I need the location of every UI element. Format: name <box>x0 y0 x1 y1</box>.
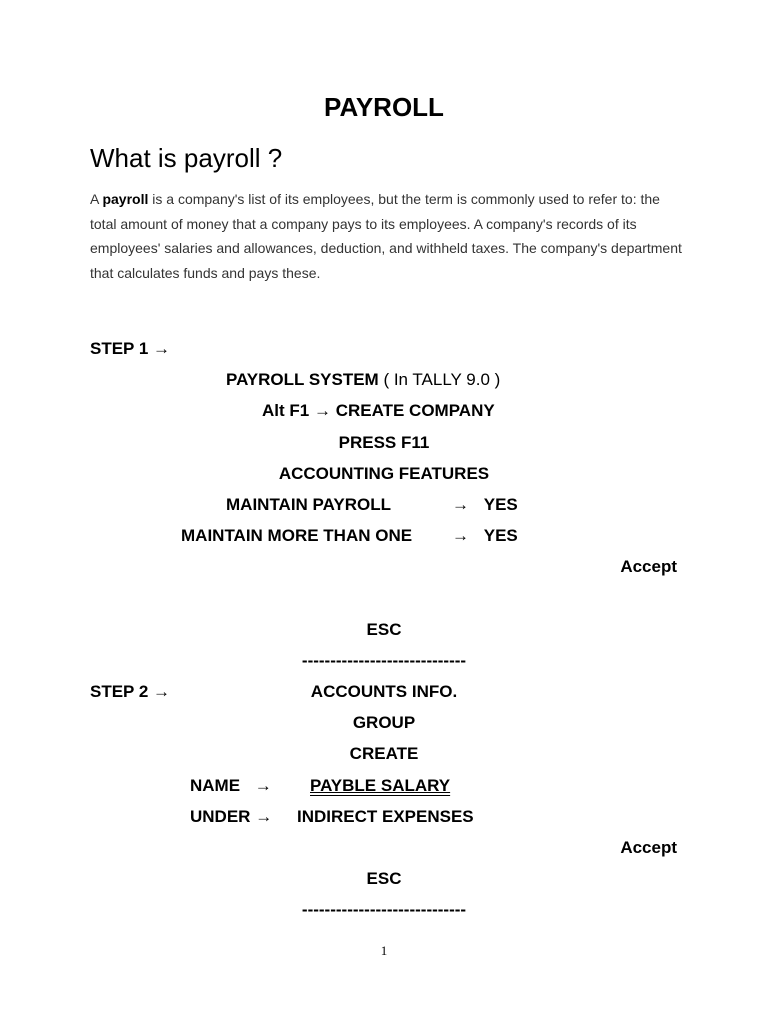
step1-accept: Accept <box>620 557 677 576</box>
step2-divider: ----------------------------- <box>301 900 467 919</box>
section-heading: What is payroll ? <box>90 143 283 173</box>
name-value: PAYBLE SALARY <box>310 776 451 795</box>
step1-label: STEP 1 <box>90 339 149 358</box>
arrow-icon: → <box>452 495 469 514</box>
create-company-line <box>262 401 495 421</box>
step1-divider: ----------------------------- <box>301 651 467 670</box>
arrow-icon: → <box>153 682 171 701</box>
step2-label: STEP 2 <box>90 682 149 701</box>
payroll-system-line <box>226 370 500 390</box>
arrow-icon: → <box>255 807 273 826</box>
arrow-icon: → <box>254 776 272 795</box>
alt-f1-key: Alt F1 <box>262 401 310 420</box>
create-company-text: CREATE COMPANY <box>335 401 495 420</box>
group-line: GROUP <box>352 713 416 732</box>
maintain-payroll-value: YES <box>483 495 518 514</box>
arrow-icon: → <box>452 526 469 545</box>
step2-esc: ESC <box>366 869 402 888</box>
maintain-payroll-label: MAINTAIN PAYROLL <box>226 495 391 514</box>
arrow-icon: → <box>153 339 171 358</box>
paragraph-body: is a company's list of its employees, but the term is commonly used to refer to: the total amount of money that a company pays to its employees. A company's records of its employees' salaries and allowances, deduction, and withheld taxes. The company's department that calculates funds and pays these. <box>90 191 682 281</box>
under-label: UNDER <box>190 807 251 826</box>
document-title: PAYROLL <box>324 92 444 122</box>
name-label-row <box>190 776 272 796</box>
maintain-more-value-row <box>452 526 518 546</box>
payroll-system-label: PAYROLL SYSTEM <box>226 370 379 389</box>
name-label: NAME <box>190 776 241 795</box>
step1-esc: ESC <box>366 620 402 639</box>
accounting-features-line: ACCOUNTING FEATURES <box>278 464 490 483</box>
step1-label-row <box>90 339 170 359</box>
under-label-row <box>190 807 272 827</box>
maintain-payroll-value-row <box>452 495 518 515</box>
under-value: INDIRECT EXPENSES <box>297 807 474 826</box>
definition-paragraph <box>90 187 690 285</box>
paragraph-lead: A <box>90 191 103 207</box>
page-number: 1 <box>380 943 388 958</box>
paragraph-term: payroll <box>102 191 149 207</box>
accounts-info-line: ACCOUNTS INFO. <box>310 682 458 701</box>
maintain-more-value: YES <box>483 526 518 545</box>
press-f11-line: PRESS F11 <box>338 433 430 452</box>
step2-accept: Accept <box>620 838 677 857</box>
tally-version: ( In TALLY 9.0 ) <box>378 370 501 389</box>
maintain-more-label: MAINTAIN MORE THAN ONE <box>181 526 413 545</box>
create-line: CREATE <box>349 744 419 763</box>
arrow-icon: → <box>313 401 331 420</box>
